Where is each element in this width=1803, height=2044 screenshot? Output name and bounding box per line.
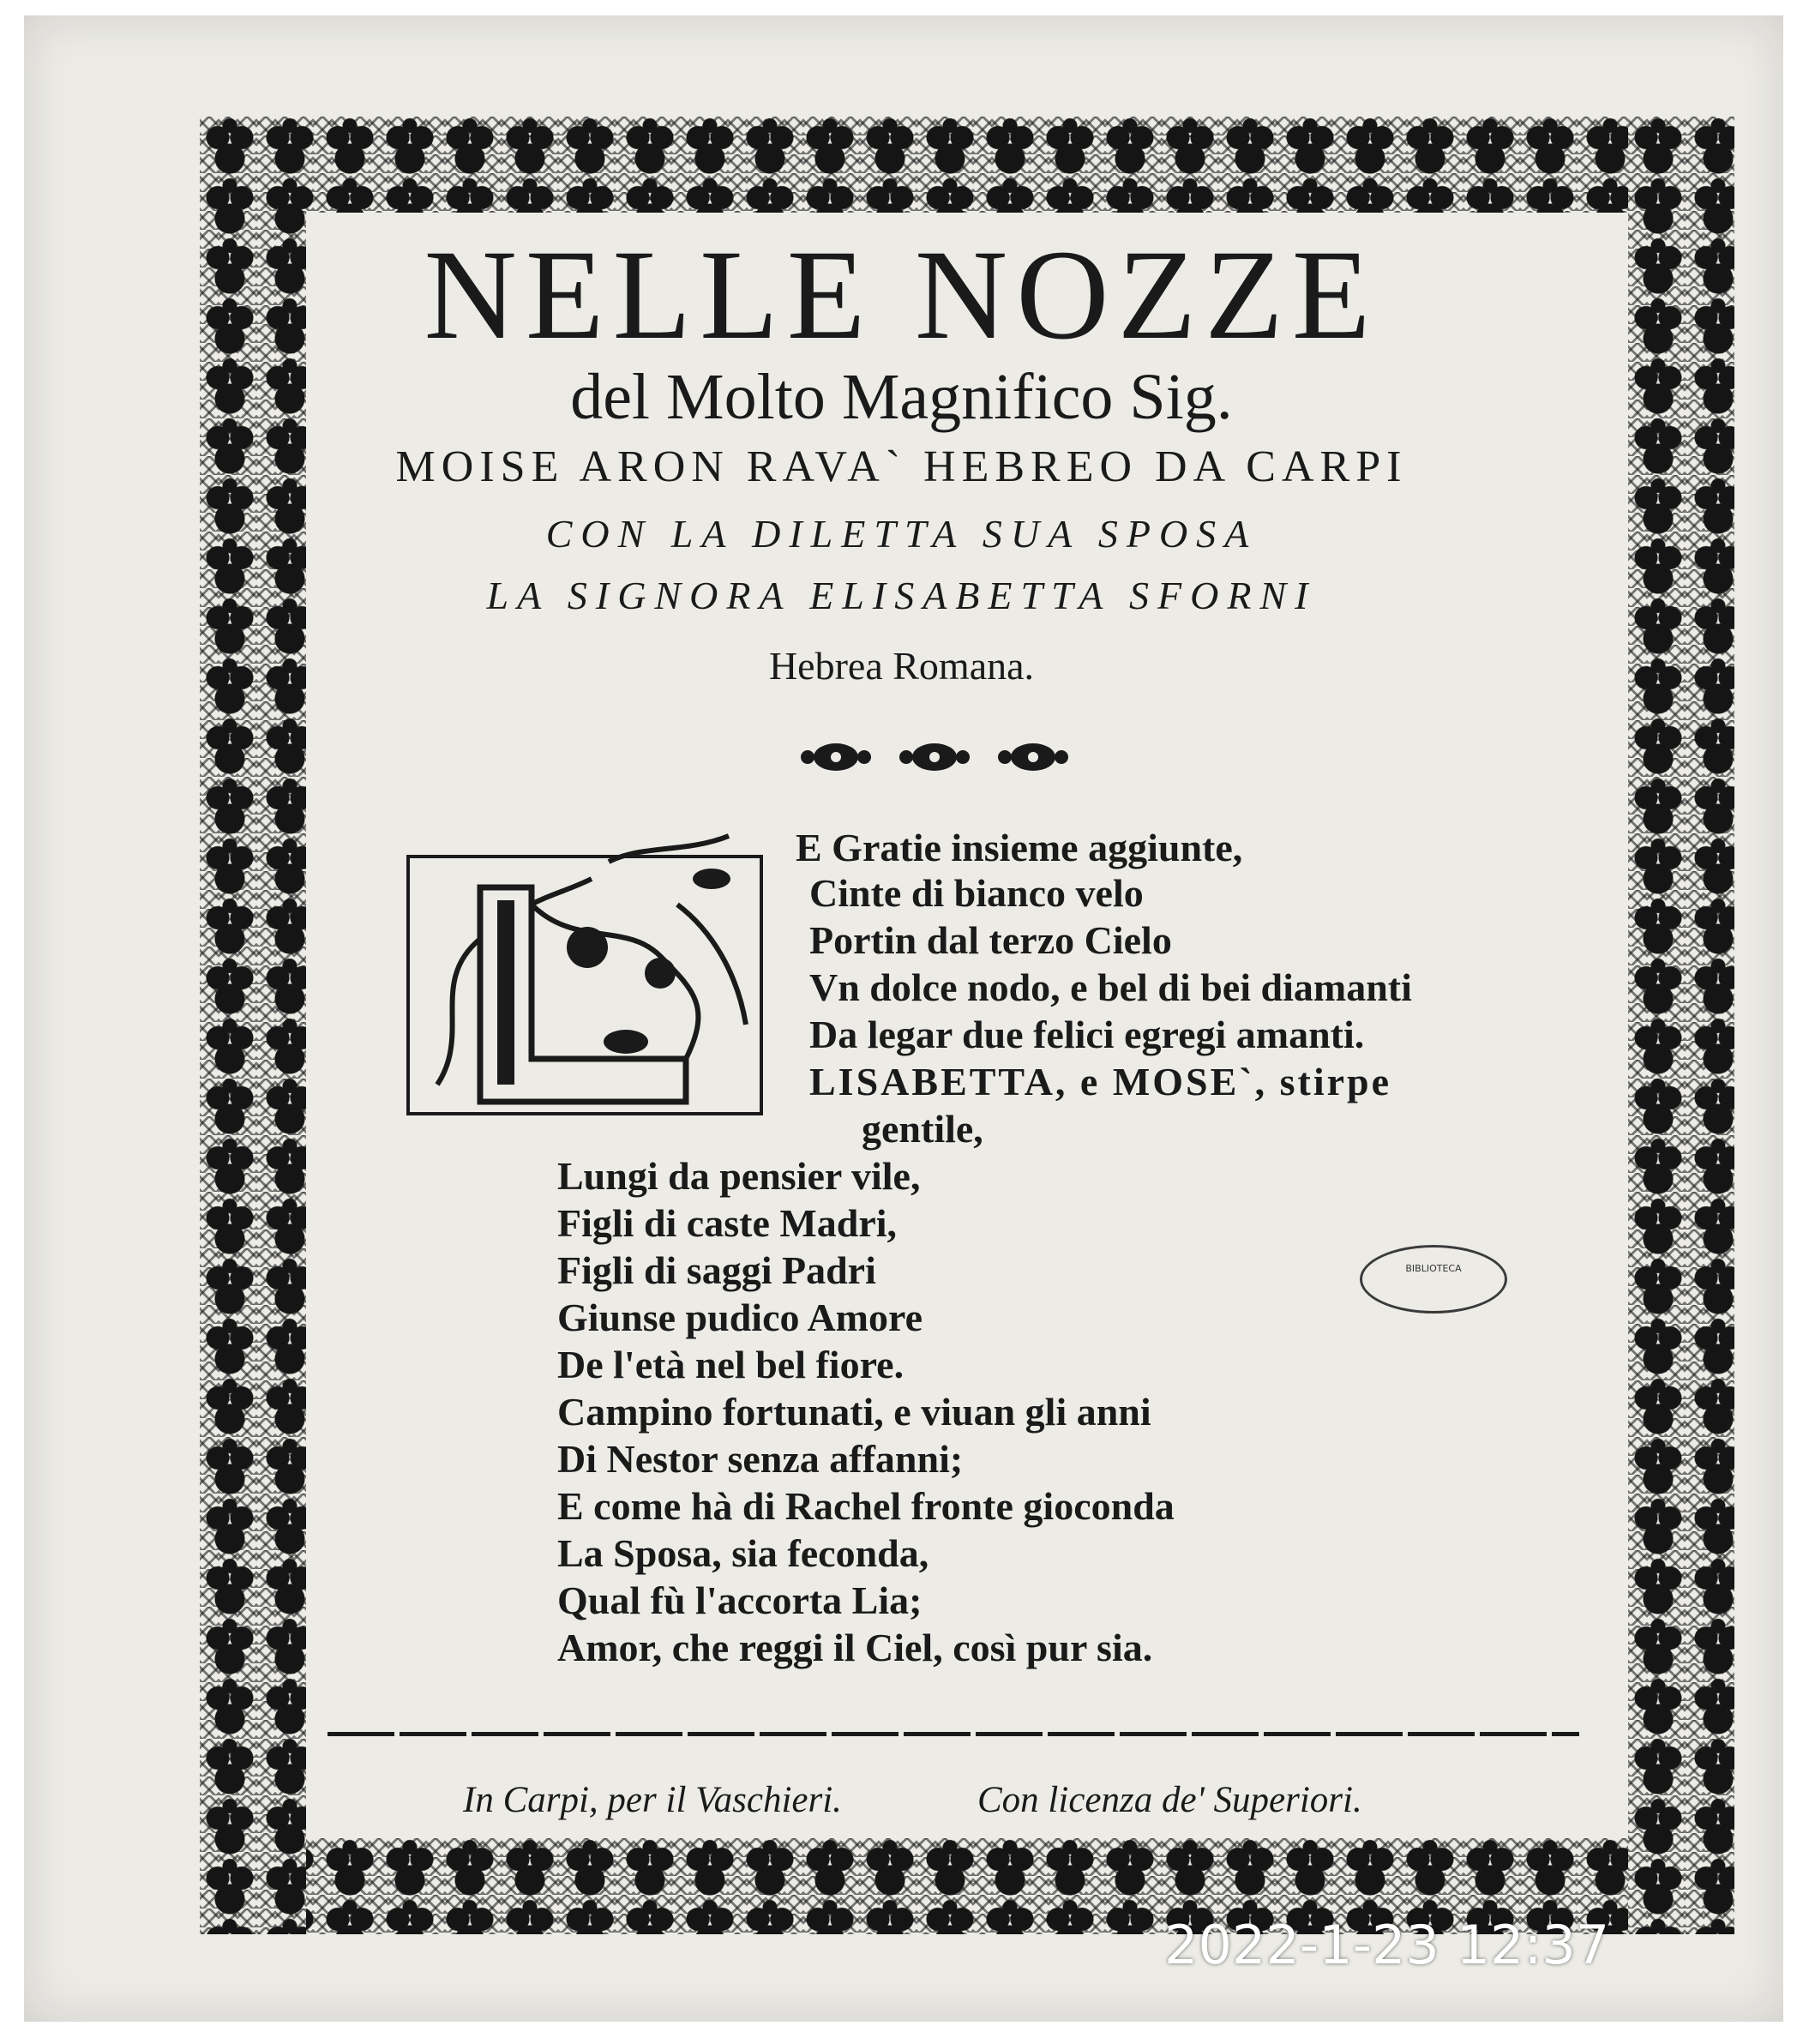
verse-line-17: Qual fù l'accorta Lia; [557, 1578, 923, 1622]
groom-name-line: MOISE ARON RAVA` HEBREO DA CARPI [395, 442, 1408, 491]
verse-line-3: Portin dal terzo Cielo [809, 918, 1172, 962]
bride-line-1: CON LA DILETTA SUA SPOSA [545, 512, 1258, 556]
verse-line-2: Cinte di bianco velo [809, 871, 1144, 915]
library-stamp [1360, 1245, 1507, 1314]
decorated-initial-l-icon [403, 827, 767, 1123]
photo-timestamp: 2022-1-23 12:37 [1164, 1914, 1610, 1976]
verse-line-16: La Sposa, sia feconda, [557, 1531, 929, 1575]
verse-line-15: E come hà di Rachel fronte gioconda [557, 1484, 1175, 1528]
verse-line-1: E Gratie insieme aggiunte, [796, 826, 1243, 869]
subtitle: del Molto Magnifico Sig. [570, 361, 1233, 433]
verse-line-10: Figli di saggi Padri [557, 1248, 876, 1292]
origin-line: Hebrea Romana. [768, 644, 1035, 688]
verse-line-8: Lungi da pensier vile, [557, 1154, 921, 1198]
verse-line-11: Giunse pudico Amore [557, 1296, 923, 1339]
verse-line-9: Figli di caste Madri, [557, 1201, 898, 1245]
bride-line-2: LA SIGNORA ELISABETTA SFORNI [486, 574, 1317, 617]
verse-line-12: De l'età nel bel fiore. [557, 1343, 905, 1386]
library-stamp-text: BIBLIOTECA [1405, 1263, 1462, 1274]
imprint-printer: In Carpi, per il Vaschieri. [463, 1780, 842, 1820]
verse-line-6: LISABETTA, e MOSE`, stirpe [809, 1060, 1392, 1103]
verse-line-7: gentile, [862, 1107, 983, 1151]
verse-line-18: Amor, che reggi il Ciel, così pur sia. [557, 1626, 1153, 1669]
dashed-rule [328, 1732, 1579, 1736]
border-top [200, 117, 1734, 213]
imprint-license: Con licenza de' Superiori. [977, 1780, 1362, 1820]
verse-line-4: Vn dolce nodo, e bel di bei diamanti [809, 965, 1412, 1009]
verse-line-13: Campino fortunati, e viuan gli anni [557, 1390, 1151, 1434]
page-title: NELLE NOZZE [424, 224, 1379, 366]
verse-line-14: Di Nestor senza affanni; [557, 1437, 964, 1481]
fleuron-divider-icon [789, 733, 1080, 781]
verse-line-5: Da legar due felici egregi amanti. [809, 1013, 1365, 1056]
